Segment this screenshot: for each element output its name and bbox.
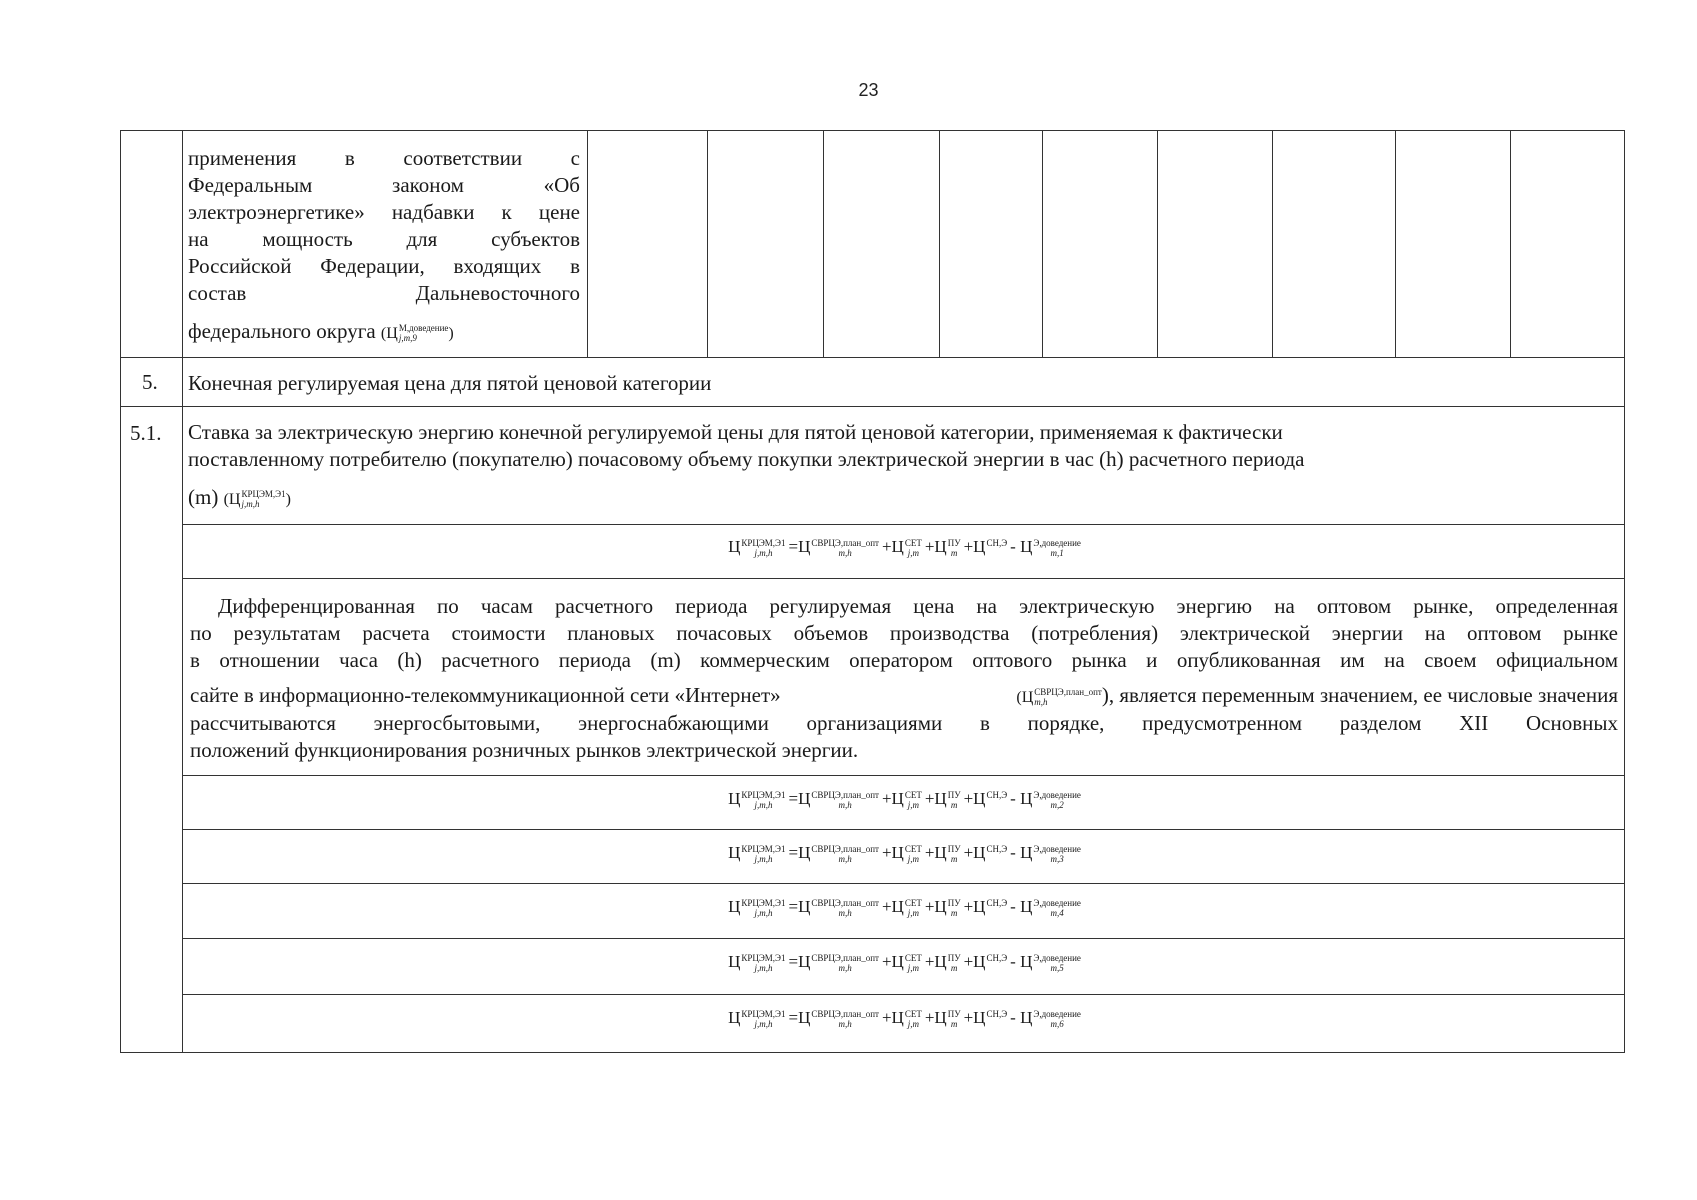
formula-term-dovedenie (1010, 897, 1081, 919)
formula-term-sn (964, 843, 1008, 862)
formula-term-set-symbol: +Ц (881, 1008, 904, 1027)
text-line: Дифференцированная по часам расчетного периода регулируемая цена на электрическую энергию на оптовом рынке, определенная (218, 594, 1618, 618)
formula-term-set-sub: j,m (907, 963, 919, 974)
formula-term-pu-sup: ПУ (947, 898, 961, 909)
formula-term-sn-symbol: +Ц (963, 952, 986, 971)
formula-term-pu-index (948, 898, 961, 918)
formula-lhs-sup: КРЦЭМ,Э1 (741, 538, 786, 549)
formula-lhs-sup: КРЦЭМ,Э1 (741, 844, 786, 855)
formula-term-pu (924, 843, 961, 865)
formula-term-sn-symbol: +Ц (963, 843, 986, 862)
formula-term-dovedenie (1010, 789, 1081, 811)
formula-term-set-sub: j,m (907, 908, 919, 919)
formula-term-pu (924, 1008, 961, 1030)
formula-term-sn-sub (986, 854, 1007, 864)
formula-term-sn-symbol: +Ц (963, 537, 986, 556)
formula-term-dovedenie-sup: Э,доведение (1033, 790, 1081, 801)
formula-term-svrce-index (811, 790, 879, 810)
formula-term-dovedenie-symbol: - Ц (1010, 537, 1033, 556)
formula-term-set-index (905, 538, 922, 558)
formula-term-set-symbol: +Ц (881, 789, 904, 808)
formula-lhs-sub: j,m,h (754, 548, 773, 559)
formula-term-dovedenie-symbol: - Ц (1010, 1008, 1033, 1027)
text-line: применения в соответствии с (188, 146, 580, 170)
formula-term-pu-sub: m (950, 1019, 958, 1030)
formula-term-pu (924, 952, 961, 974)
formula-term-svrce (788, 537, 879, 559)
formula-term-sn-symbol: +Ц (963, 1008, 986, 1027)
formula-term-svrce-symbol: =Ц (788, 843, 811, 862)
formula-term-svrce-sup: СВРЦЭ,план_опт (811, 844, 879, 855)
symbol-sub: m,h (1034, 697, 1048, 708)
formula-term-dovedenie-symbol: - Ц (1010, 952, 1033, 971)
formula-term-svrce-sup: СВРЦЭ,план_опт (811, 898, 879, 909)
text-line: на мощность для субъектов (188, 227, 580, 251)
formula-lhs-sub: j,m,h (754, 963, 773, 974)
formula-lhs (728, 952, 786, 974)
formula-term-pu-symbol: +Ц (924, 843, 947, 862)
symbol-open: (Ц (380, 325, 398, 342)
formula-term-set-sub: j,m (907, 1019, 919, 1030)
text-line: положений функционирования розничных рынков электрической энергии. (190, 738, 859, 762)
formula-lhs (728, 789, 786, 811)
formula-term-pu-sub: m (950, 548, 958, 559)
formula-term-pu-sub: m (950, 854, 958, 865)
formula-term-svrce-sub: m,h (838, 963, 852, 974)
formula-lhs-index (741, 790, 785, 810)
formula-lhs-symbol: Ц (728, 1008, 741, 1027)
formula-term-dovedenie-sup: Э,доведение (1033, 898, 1081, 909)
formula-term-sn-sup: СН,Э (986, 1009, 1008, 1020)
formula-term-sn-symbol: +Ц (963, 789, 986, 808)
symbol-sup: М,доведение (398, 323, 449, 334)
table-cell (823, 130, 940, 358)
formula (186, 1008, 1626, 1029)
symbol-sub: j,m,h (241, 499, 260, 510)
formula-term-sn-sup: СН,Э (986, 538, 1008, 549)
formula-term-svrce-sup: СВРЦЭ,план_опт (811, 1009, 879, 1020)
formula-term-dovedenie-sup: Э,доведение (1033, 538, 1081, 549)
formula-term-set-index (905, 898, 922, 918)
text-line (188, 318, 580, 347)
formula-term-set (881, 952, 922, 974)
formula-term-sn-index (986, 844, 1007, 864)
formula-term-pu-symbol: +Ц (924, 952, 947, 971)
formula-lhs (728, 537, 786, 559)
symbol-index (241, 489, 285, 509)
formula-term-pu (924, 897, 961, 919)
formula-lhs (728, 897, 786, 919)
formula-term-dovedenie (1010, 537, 1081, 559)
text-fragment: федерального округа (188, 319, 376, 343)
formula-term-set-symbol: +Ц (881, 843, 904, 862)
text-line: в отношении часа (h) расчетного периода (m) коммерческим оператором оптового рынка и опубликованная им на своем официальном (190, 648, 1618, 672)
formula-term-pu-index (948, 790, 961, 810)
formula-term-set-sup: СЕТ (904, 953, 922, 964)
formula-term-dovedenie-sup: Э,доведение (1033, 953, 1081, 964)
formula-term-sn-index (986, 1009, 1007, 1029)
formula-term-svrce (788, 789, 879, 811)
formula-term-pu-index (948, 844, 961, 864)
symbol-sup: КРЦЭМ,Э1 (241, 489, 286, 500)
formula-term-sn-index (986, 953, 1007, 973)
formula-term-sn (964, 1008, 1008, 1027)
formula-term-dovedenie-sup: Э,доведение (1033, 1009, 1081, 1020)
formula-term-sn-sub (986, 963, 1007, 973)
table-cell (1510, 130, 1625, 358)
formula-term-set-sup: СЕТ (904, 790, 922, 801)
formula-term-pu-sup: ПУ (947, 844, 961, 855)
text-line: электроэнергетике» надбавки к цене (188, 200, 580, 224)
table-cell (939, 130, 1043, 358)
formula-term-sn-sub (986, 908, 1007, 918)
formula-term-svrce (788, 843, 879, 865)
formula-term-pu-sub: m (950, 908, 958, 919)
formula-term-dovedenie-sub: m,4 (1050, 908, 1064, 919)
formula-term-sn-symbol: +Ц (963, 897, 986, 916)
page-number: 23 (858, 80, 879, 100)
formula-lhs-symbol: Ц (728, 789, 741, 808)
formula-lhs-index (741, 1009, 785, 1029)
text-fragment: (m) (188, 485, 219, 509)
formula-term-sn-sup: СН,Э (986, 844, 1008, 855)
formula-term-set-sup: СЕТ (904, 844, 922, 855)
text-line: рассчитываются энергосбытовыми, энергоснабжающими организациями в порядке, предусмотренном разделом XII Основных (190, 711, 1618, 735)
formula-term-set-index (905, 844, 922, 864)
formula-term-set (881, 1008, 922, 1030)
formula-lhs-sup: КРЦЭМ,Э1 (741, 953, 786, 964)
table-cell (587, 130, 708, 358)
formula-term-sn (964, 789, 1008, 808)
row-number: 5. (142, 370, 158, 394)
formula-term-set (881, 537, 922, 559)
formula-term-set-sub: j,m (907, 800, 919, 811)
formula-term-set-index (905, 953, 922, 973)
formula-term-set-sup: СЕТ (904, 1009, 922, 1020)
table-cell (707, 130, 824, 358)
formula-term-pu-symbol: +Ц (924, 897, 947, 916)
formula-term-sn-index (986, 538, 1007, 558)
formula-lhs-index (741, 898, 785, 918)
formula-lhs-symbol: Ц (728, 537, 741, 556)
symbol-close: ) (285, 491, 291, 508)
formula-term-svrce-symbol: =Ц (788, 952, 811, 971)
formula-term-set-symbol: +Ц (881, 897, 904, 916)
formula-term-dovedenie (1010, 952, 1081, 974)
table-cell (1272, 130, 1396, 358)
text-line: состав Дальневосточного (188, 281, 580, 305)
text-line: Федеральным законом «Об (188, 173, 580, 197)
formula-term-dovedenie-sub: m,3 (1050, 854, 1064, 865)
formula-term-svrce-symbol: =Ц (788, 789, 811, 808)
formula-term-set-sub: j,m (907, 854, 919, 865)
formula-term-set-sup: СЕТ (904, 538, 922, 549)
table-cell (1157, 130, 1273, 358)
formula-term-dovedenie-symbol: - Ц (1010, 843, 1033, 862)
formula-term-dovedenie-index (1033, 844, 1081, 864)
formula-term-set-symbol: +Ц (881, 952, 904, 971)
formula-term-sn-sup: СН,Э (986, 953, 1008, 964)
formula-term-dovedenie-sub: m,1 (1050, 548, 1064, 559)
text-line (190, 682, 1618, 711)
row-title-line: Ставка за электрическую энергию конечной регулируемой цены для пятой ценовой категории, применяемая к фактически (188, 420, 1283, 444)
formula-term-svrce-index (811, 1009, 879, 1029)
formula-term-pu-index (948, 538, 961, 558)
formula-term-svrce (788, 952, 879, 974)
symbol-open: (Ц (1016, 689, 1034, 706)
formula-term-svrce (788, 897, 879, 919)
formula-term-set-index (905, 1009, 922, 1029)
formula-term-dovedenie-symbol: - Ц (1010, 897, 1033, 916)
formula-term-sn-index (986, 790, 1007, 810)
formula-lhs-symbol: Ц (728, 843, 741, 862)
formula-term-pu-sup: ПУ (947, 790, 961, 801)
formula-term-dovedenie-sup: Э,доведение (1033, 844, 1081, 855)
formula-term-svrce-sub: m,h (838, 908, 852, 919)
text-fragment: ), является переменным значением, ее числовые значения (1101, 683, 1618, 707)
formula-term-svrce-sub: m,h (838, 800, 852, 811)
text-line: по результатам расчета стоимости плановых почасовых объемов производства (потребления) электрической энергии на оптовом рынке (190, 621, 1618, 645)
row-title-line: поставленному потребителю (покупателю) почасовому объему покупки электрической энергии в час (h) расчетного периода (188, 447, 1305, 471)
formula-term-svrce-sup: СВРЦЭ,план_опт (811, 790, 879, 801)
formula-term-pu-sub: m (950, 963, 958, 974)
formula-term-sn-sub (986, 800, 1007, 810)
formula-term-pu-symbol: +Ц (924, 537, 947, 556)
formula-term-set-sup: СЕТ (904, 898, 922, 909)
row-number: 5.1. (130, 421, 162, 445)
formula-lhs (728, 1008, 786, 1030)
formula-term-set-index (905, 790, 922, 810)
formula-term-svrce-index (811, 538, 879, 558)
formula-term-sn-index (986, 898, 1007, 918)
formula-term-dovedenie (1010, 843, 1081, 865)
text-line: Российской Федерации, входящих в (188, 254, 580, 278)
formula-lhs-symbol: Ц (728, 952, 741, 971)
formula (186, 897, 1626, 918)
text-fragment: сайте в информационно-телекоммуникационной сети «Интернет» (190, 683, 781, 707)
formula-term-pu-index (948, 953, 961, 973)
formula (186, 537, 1626, 558)
formula-lhs-sub: j,m,h (754, 800, 773, 811)
symbol-index (1034, 687, 1102, 707)
formula-term-sn (964, 897, 1008, 916)
formula-term-svrce-symbol: =Ц (788, 537, 811, 556)
formula-term-dovedenie (1010, 1008, 1081, 1030)
formula-lhs-sub: j,m,h (754, 908, 773, 919)
formula-term-sn (964, 952, 1008, 971)
formula-lhs-index (741, 538, 785, 558)
formula-lhs-sup: КРЦЭМ,Э1 (741, 1009, 786, 1020)
formula-term-pu (924, 537, 961, 559)
table-cell (1042, 130, 1158, 358)
formula-term-svrce-index (811, 953, 879, 973)
formula-term-set (881, 843, 922, 865)
formula-term-dovedenie-sub: m,5 (1050, 963, 1064, 974)
symbol-sup: СВРЦЭ,план_опт (1034, 687, 1102, 698)
formula-term-svrce-index (811, 898, 879, 918)
formula-term-set-sub: j,m (907, 548, 919, 559)
formula-term-sn-sup: СН,Э (986, 898, 1008, 909)
formula-term-pu-symbol: +Ц (924, 1008, 947, 1027)
formula-term-sn-sub (986, 548, 1007, 558)
formula-term-svrce-sub: m,h (838, 854, 852, 865)
symbol-sub: j,m,9 (398, 333, 417, 344)
formula-term-sn-sup: СН,Э (986, 790, 1008, 801)
formula-lhs-symbol: Ц (728, 897, 741, 916)
formula-term-svrce-index (811, 844, 879, 864)
symbol-close: ) (448, 325, 454, 342)
formula-term-dovedenie-index (1033, 1009, 1081, 1029)
formula-term-svrce-sup: СВРЦЭ,план_опт (811, 953, 879, 964)
symbol-index (399, 323, 449, 343)
formula-term-pu-symbol: +Ц (924, 789, 947, 808)
formula-term-svrce-sub: m,h (838, 1019, 852, 1030)
table-cell (1395, 130, 1511, 358)
symbol-open: (Ц (223, 491, 241, 508)
formula-lhs-sup: КРЦЭМ,Э1 (741, 898, 786, 909)
formula-term-pu-sup: ПУ (947, 953, 961, 964)
inline-symbol (1016, 682, 1618, 711)
formula-term-pu-sup: ПУ (947, 1009, 961, 1020)
formula-term-set (881, 897, 922, 919)
formula-term-dovedenie-index (1033, 538, 1081, 558)
formula-lhs-sup: КРЦЭМ,Э1 (741, 790, 786, 801)
formula-term-set-symbol: +Ц (881, 537, 904, 556)
formula-term-sn (964, 537, 1008, 556)
formula-term-dovedenie-index (1033, 790, 1081, 810)
formula-term-svrce-sub: m,h (838, 548, 852, 559)
formula-term-pu-sup: ПУ (947, 538, 961, 549)
formula-term-set (881, 789, 922, 811)
formula-term-dovedenie-index (1033, 953, 1081, 973)
formula-term-svrce (788, 1008, 879, 1030)
formula-term-sn-sub (986, 1019, 1007, 1029)
formula (186, 843, 1626, 864)
formula-lhs-sub: j,m,h (754, 854, 773, 865)
formula-term-pu-index (948, 1009, 961, 1029)
formula-lhs-index (741, 953, 785, 973)
formula (186, 952, 1626, 973)
formula-term-svrce-symbol: =Ц (788, 1008, 811, 1027)
formula-term-svrce-symbol: =Ц (788, 897, 811, 916)
formula-term-dovedenie-sub: m,6 (1050, 1019, 1064, 1030)
formula-term-pu (924, 789, 961, 811)
formula-lhs-index (741, 844, 785, 864)
formula-term-dovedenie-sub: m,2 (1050, 800, 1064, 811)
formula-term-pu-sub: m (950, 800, 958, 811)
row-title: Конечная регулируемая цена для пятой ценовой категории (188, 371, 712, 395)
row-title-line (188, 484, 291, 513)
formula (186, 789, 1626, 810)
formula-lhs-sub: j,m,h (754, 1019, 773, 1030)
formula-term-dovedenie-symbol: - Ц (1010, 789, 1033, 808)
formula-lhs (728, 843, 786, 865)
formula-term-svrce-sup: СВРЦЭ,план_опт (811, 538, 879, 549)
formula-term-dovedenie-index (1033, 898, 1081, 918)
